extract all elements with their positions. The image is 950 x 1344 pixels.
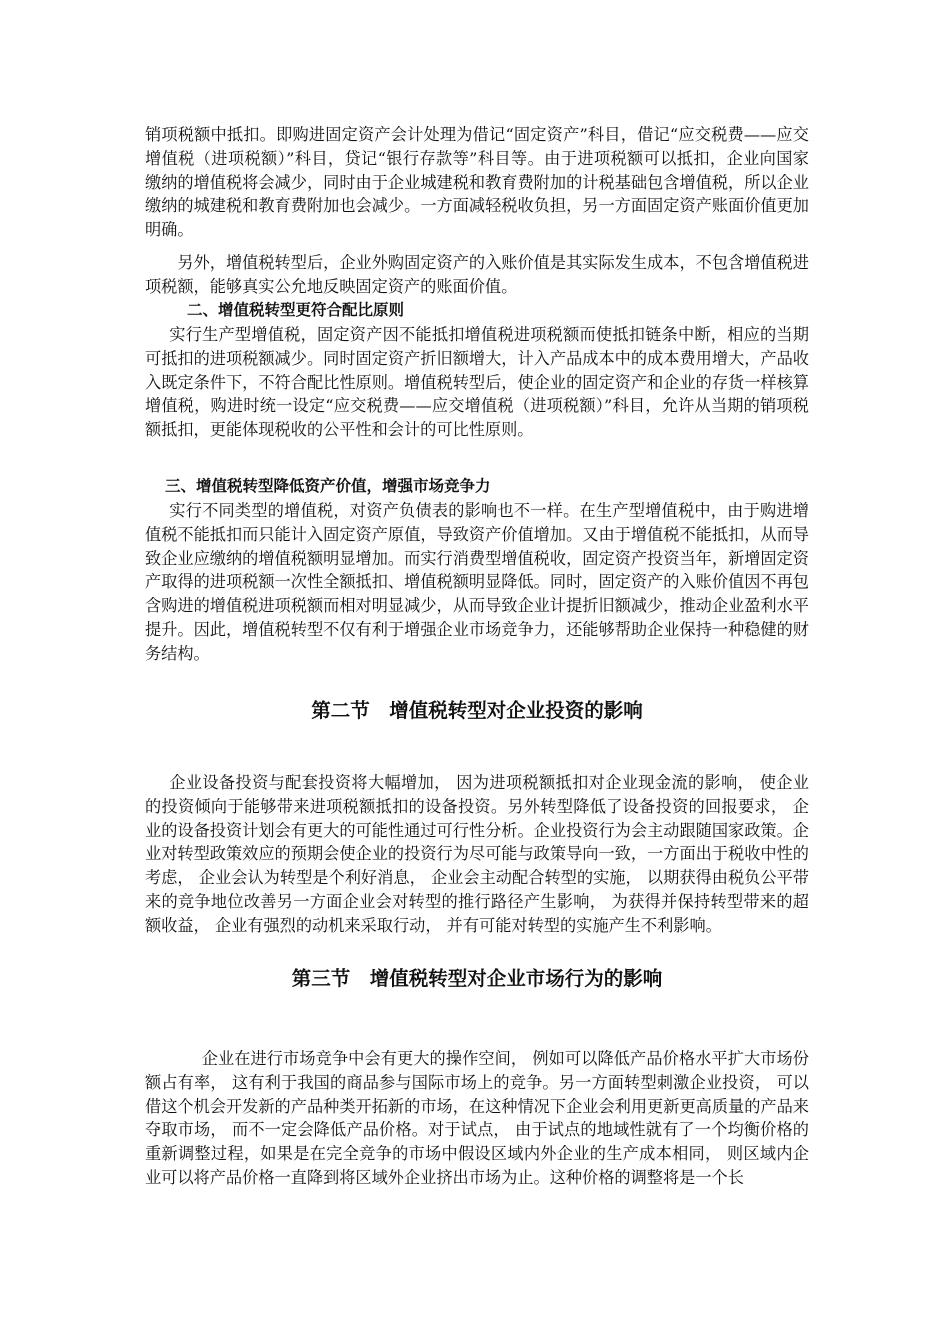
paragraph-asset-value: 实行不同类型的增值税，对资产负债表的影响也不一样。在生产型增值税中，由于购进增值税不能抵扣而只能计入固定资产原值，导致资产价值增加。又由于增值税不能抵扣，从而导致企业应缴纳的增值税额明显增加。而实行消费型增值税收，固定资产投资当年，新增固定资产取得的进项税额一次性全额抵扣、增值税额明显降低。同时，固定资产的入账价值因不再包含购进的增值税进项税额而相对明显减少，从而导致企业计提折旧额减少，推动企业盈利水平提升。因此，增值税转型不仅有利于增强企业市场竞争力，还能够帮助企业保持一种稳健的财务结构。 [145, 501, 809, 663]
section-heading-investment: 第二节 增值税转型对企业投资的影响 [311, 699, 643, 722]
paragraph-market-behavior: 企业在进行市场竞争中会有更大的操作空间， 例如可以降低产品价格水平扩大市场份额占有率， 这有利于我国的商品参与国际市场上的竞争。另一方面转型刺激企业投资， 可以借这个机会开发新的产品种类开拓新的市场，在这种情况下企业会利用更新更高质量的产品来夺取市场， 而不一定会降低产品价格。对于试点， 由于试点的地域性就有了一个均衡价格的重新调整过程，如果是在完全竞争的市场中假设区域内外企业的生产成本相同， 则区域内企业可以将产品价格一直降到将区域外企业挤出市场为止。这种价格的调整将是一个长 [145, 1049, 809, 1187]
paragraph-fixed-asset-accounting: 销项税额中抵扣。即购进固定资产会计处理为借记“固定资产”科目，借记“应交税费——应交增值税（进项税额）”科目，贷记“银行存款等”科目等。由于进项税额可以抵扣，企业向国家缴纳的增值税将会减少，同时由于企业城建税和教育费附加的计税基础包含增值税，所以企业缴纳的城建税和教育费附加也会减少。一方面减轻税收负担，另一方面固定资产账面价值更加明确。 [145, 125, 809, 240]
subheading-asset-value: 三、增值税转型降低资产价值，增强市场竞争力 [165, 477, 491, 495]
section-heading-market-behavior: 第三节 增值税转型对企业市场行为的影响 [291, 967, 663, 990]
paragraph-investment: 企业设备投资与配套投资将大幅增加， 因为进项税额抵扣对企业现金流的影响， 使企业的投资倾向于能够带来进项税额抵扣的设备投资。另外转型降低了设备投资的回报要求， 企业的设备投资计划会有更大的可能性通过可行性分析。企业投资行为会主动跟随国家政策。企业对转型政策效应的预期会使企业的投资行为尽可能与政策导向一致，一方面出于税收中性的考虑， 企业会认为转型是个利好消息， 企业会主动配合转型的实施， 以期获得由税负公平带来的竞争地位改善另一方面企业会对转型的推行路径产生影响， 为获得并保持转型带来的超额收益， 企业有强烈的动机来采取行动， 并有可能对转型的实施产生不利影响。 [145, 773, 809, 935]
subheading-matching-principle: 二、增值税转型更符合配比原则 [187, 301, 405, 319]
paragraph-matching-principle: 实行生产型增值税，固定资产因不能抵扣增值税进项税额而使抵扣链条中断，相应的当期可抵扣的进项税额减少。同时固定资产折旧额增大，计入产品成本中的成本费用增大，产品收入既定条件下，不符合配比性原则。增值税转型后，使企业的固定资产和企业的存货一样核算增值税，购进时统一设定“应交税费——应交增值税（进项税额）”科目，允许从当期的销项税额抵扣，更能体现税收的公平性和会计的可比性原则。 [145, 325, 809, 440]
paragraph-fixed-asset-value: 另外，增值税转型后，企业外购固定资产的入账价值是其实际发生成本，不包含增值税进项税额，能够真实公允地反映固定资产的账面价值。 [145, 253, 809, 296]
